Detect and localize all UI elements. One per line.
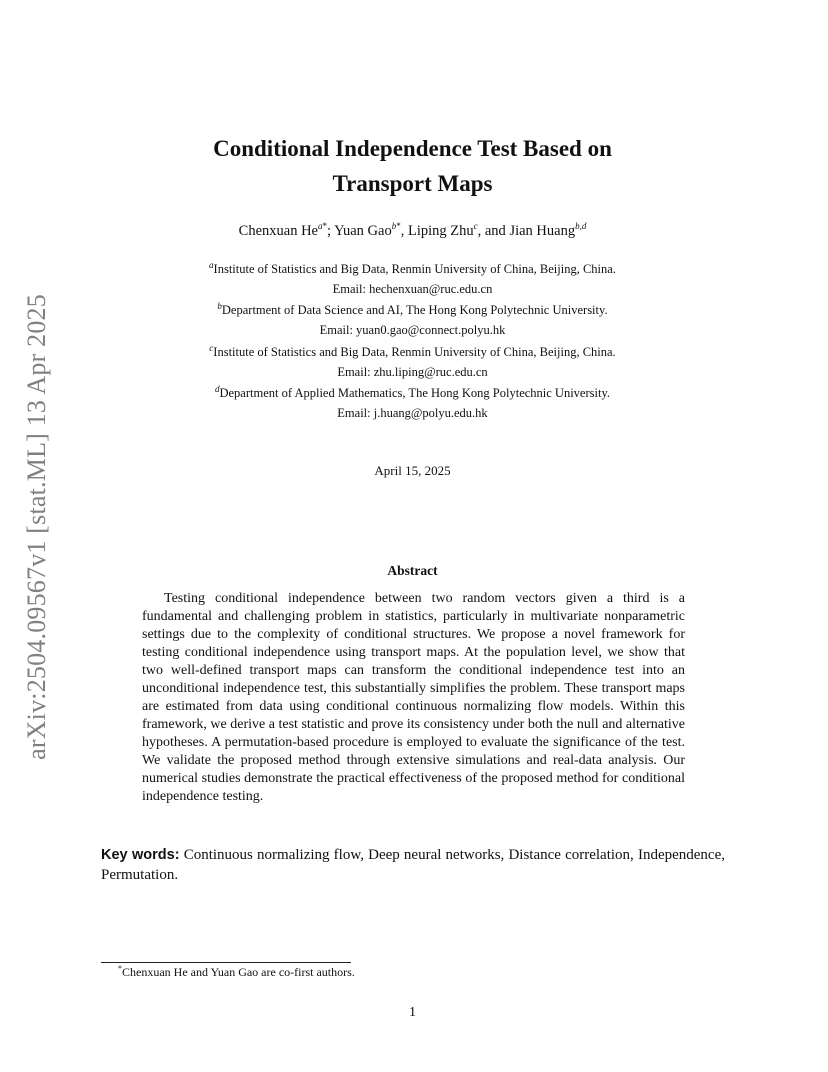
author-cofirst-mark: * — [396, 221, 401, 232]
keywords — [101, 845, 725, 885]
affiliation-d — [100, 383, 725, 423]
author-name: Liping Zhu — [407, 223, 474, 239]
author-affil-mark: b,d — [575, 221, 587, 232]
abstract-text: Testing conditional independence between two random vectors given a third is a fundamental and challenging problem in statistics, particularly in multivariate nonparametric settings due to the complexity of conditional structures. We propose a novel framework for testing conditional independence using transport maps. At the population level, we show that two well-defined transport maps can transform the conditional independence test into an unconditional independence test, this substantially simplifies the problem. These transport maps are estimated from data using conditional continuous normalizing flow models. Within this framework, we derive a test statistic and prove its consistency under both the null and alternative hypotheses. A permutation-based procedure is employed to evaluate the significance of the test. We validate the proposed method through extensive simulations and real-data analysis. Our numerical studies demonstrate the practical effectiveness of the proposed method for conditional independence testing. — [142, 591, 685, 804]
affil-institution: Institute of Statistics and Big Data, Renmin University of China, Beijing, China. — [213, 345, 616, 359]
author-name: Chenxuan He — [238, 223, 318, 239]
affil-institution: Department of Data Science and AI, The Hong Kong Polytechnic University. — [221, 303, 608, 317]
keywords-text: Continuous normalizing flow, Deep neural networks, Distance correlation, Independence, Permutation. — [101, 847, 725, 883]
title-line-1: Conditional Independence Test Based on — [213, 136, 612, 161]
affil-mark: a — [209, 259, 214, 270]
paper-date: April 15, 2025 — [374, 463, 451, 478]
author-affil-mark: b — [391, 221, 397, 232]
affil-institution: Department of Applied Mathematics, The Hong Kong Polytechnic University. — [219, 386, 611, 400]
footnote — [118, 965, 355, 980]
author-separator: , and — [477, 223, 510, 239]
affiliation-a — [100, 259, 725, 299]
affil-mark: c — [209, 342, 214, 353]
page-number: 1 — [409, 1005, 416, 1020]
footnote-mark: * — [118, 964, 122, 973]
author-separator: ; — [327, 223, 335, 239]
affiliation-b — [100, 300, 725, 340]
footnote-text: Chenxuan He and Yuan Gao are co-first authors. — [122, 965, 355, 979]
affiliation-c — [100, 342, 725, 382]
paper-title — [100, 131, 725, 201]
author-affil-mark: a — [318, 221, 323, 232]
affil-institution: Institute of Statistics and Big Data, Renmin University of China, Beijing, China. — [213, 262, 616, 276]
affil-mark: d — [214, 383, 220, 394]
author-affil-mark: c — [473, 221, 478, 232]
affil-email: Email: yuan0.gao@connect.polyu.hk — [319, 323, 506, 337]
author-separator: , — [400, 223, 408, 239]
affil-email: Email: j.huang@polyu.edu.hk — [337, 406, 488, 420]
title-line-2: Transport Maps — [332, 171, 493, 196]
keywords-label: Key words: — [101, 847, 180, 863]
footnote-rule — [101, 962, 351, 963]
author-name: Yuan Gao — [334, 223, 392, 239]
author-list — [100, 223, 725, 240]
author-name: Jian Huang — [509, 223, 576, 239]
affil-email: Email: hechenxuan@ruc.edu.cn — [332, 282, 493, 296]
author-cofirst-mark: * — [322, 221, 327, 232]
affil-email: Email: zhu.liping@ruc.edu.cn — [337, 365, 488, 379]
abstract-heading: Abstract — [387, 563, 438, 578]
arxiv-identifier-text: arXiv:2504.09567v1 [stat.ML] 13 Apr 2025 — [22, 294, 51, 760]
arxiv-identifier-stamp — [12, 282, 62, 772]
affil-mark: b — [217, 300, 222, 311]
